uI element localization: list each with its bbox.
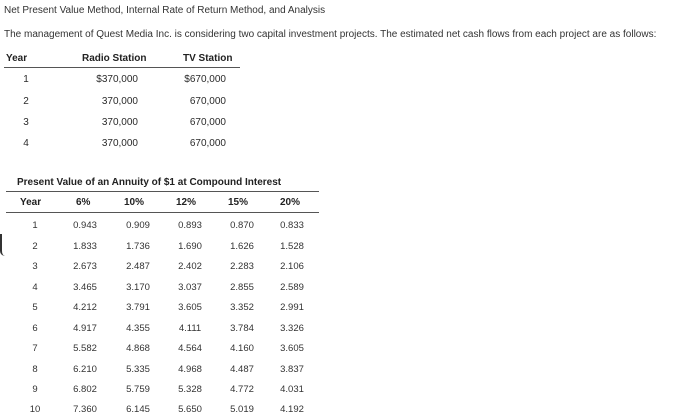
pv-6: 6.210 — [73, 364, 97, 375]
pv-6: 1.833 — [73, 241, 97, 252]
cf-year: 3 — [23, 117, 29, 128]
pv-6: 2.673 — [73, 261, 97, 272]
pv-20: 4.031 — [280, 384, 304, 395]
pv-6: 6.802 — [73, 384, 97, 395]
pv-10: 3.170 — [126, 282, 150, 293]
cf-radio: 370,000 — [101, 96, 138, 107]
pv-10: 4.355 — [126, 323, 150, 334]
pv-12: 4.968 — [178, 364, 202, 375]
cf-radio: 370,000 — [101, 117, 138, 128]
cf-radio: $370,000 — [96, 74, 138, 85]
cf-year: 1 — [23, 74, 29, 85]
pv-year: 7 — [32, 343, 38, 354]
pv-15: 2.855 — [230, 282, 254, 293]
pv-header-12: 12% — [176, 197, 197, 208]
pv-6: 0.943 — [73, 220, 97, 231]
pv-12: 5.650 — [178, 404, 202, 415]
cf-tv: 670,000 — [189, 117, 226, 128]
cf-header-tv: TV Station — [183, 53, 233, 64]
pv-15: 4.772 — [230, 384, 254, 395]
pv-header-10: 10% — [124, 197, 145, 208]
bracket-mark — [0, 234, 5, 256]
pv-6: 4.917 — [73, 323, 97, 334]
pv-10: 5.759 — [126, 384, 150, 395]
problem-intro: The management of Quest Media Inc. is considering two capital investment projects. The estimated net cash flows from each project are as follows: — [4, 29, 657, 40]
pv-year: 3 — [32, 261, 38, 272]
pv-20: 4.192 — [280, 404, 304, 415]
pv-year: 10 — [29, 404, 41, 415]
pv-header-year: Year — [20, 197, 42, 208]
pv-year: 2 — [32, 241, 38, 252]
pv-20: 0.833 — [280, 220, 304, 231]
pv-20: 3.326 — [280, 323, 304, 334]
pv-10: 6.145 — [126, 404, 150, 415]
pv-12: 4.564 — [178, 343, 202, 354]
pv-10: 1.736 — [126, 241, 150, 252]
pv-year: 4 — [32, 282, 38, 293]
pv-year: 6 — [32, 323, 38, 334]
pv-12: 0.893 — [178, 220, 202, 231]
pv-10: 3.791 — [126, 302, 150, 313]
cf-header-rule — [4, 67, 240, 68]
page-title: Net Present Value Method, Internal Rate of Return Method, and Analysis — [4, 5, 326, 16]
pv-6: 5.582 — [73, 343, 97, 354]
pv-header-6: 6% — [76, 197, 91, 208]
pv-top-rule — [6, 191, 319, 192]
pv-20: 2.106 — [280, 261, 304, 272]
pv-10: 0.909 — [126, 220, 150, 231]
pv-15: 1.626 — [230, 241, 254, 252]
cf-header-year: Year — [6, 53, 28, 64]
pv-20: 3.837 — [280, 364, 304, 375]
pv-12: 1.690 — [178, 241, 202, 252]
pv-12: 2.402 — [178, 261, 202, 272]
pv-15: 3.352 — [230, 302, 254, 313]
pv-15: 4.487 — [230, 364, 254, 375]
cf-tv: 670,000 — [189, 138, 226, 149]
pv-20: 3.605 — [280, 343, 304, 354]
pv-6: 3.465 — [73, 282, 97, 293]
pv-year: 8 — [32, 364, 38, 375]
pv-year: 5 — [32, 302, 38, 313]
cf-tv: $670,000 — [184, 74, 226, 85]
pv-10: 2.487 — [126, 261, 150, 272]
pv-12: 4.111 — [178, 323, 202, 334]
pv-15: 2.283 — [230, 261, 254, 272]
pv-6: 4.212 — [73, 302, 97, 313]
cf-header-radio: Radio Station — [82, 53, 147, 64]
pv-6: 7.360 — [73, 404, 97, 415]
cf-year: 4 — [23, 138, 29, 149]
pv-12: 5.328 — [178, 384, 202, 395]
pv-20: 1.528 — [280, 241, 304, 252]
pv-15: 3.784 — [230, 323, 254, 334]
pv-12: 3.605 — [178, 302, 202, 313]
pv-year: 1 — [32, 220, 38, 231]
pv-15: 0.870 — [230, 220, 254, 231]
cf-radio: 370,000 — [101, 138, 138, 149]
pv-header-20: 20% — [280, 197, 301, 208]
pv-10: 5.335 — [126, 364, 150, 375]
cf-year: 2 — [23, 96, 29, 107]
pv-header-15: 15% — [228, 197, 249, 208]
pv-table-title: Present Value of an Annuity of $1 at Compound Interest — [17, 177, 282, 188]
pv-20: 2.991 — [280, 302, 304, 313]
pv-20: 2.589 — [280, 282, 304, 293]
pv-10: 4.868 — [126, 343, 150, 354]
pv-15: 4.160 — [230, 343, 254, 354]
pv-12: 3.037 — [178, 282, 202, 293]
pv-year: 9 — [32, 384, 38, 395]
pv-15: 5.019 — [230, 404, 254, 415]
cf-tv: 670,000 — [189, 96, 226, 107]
pv-header-rule — [6, 212, 319, 213]
